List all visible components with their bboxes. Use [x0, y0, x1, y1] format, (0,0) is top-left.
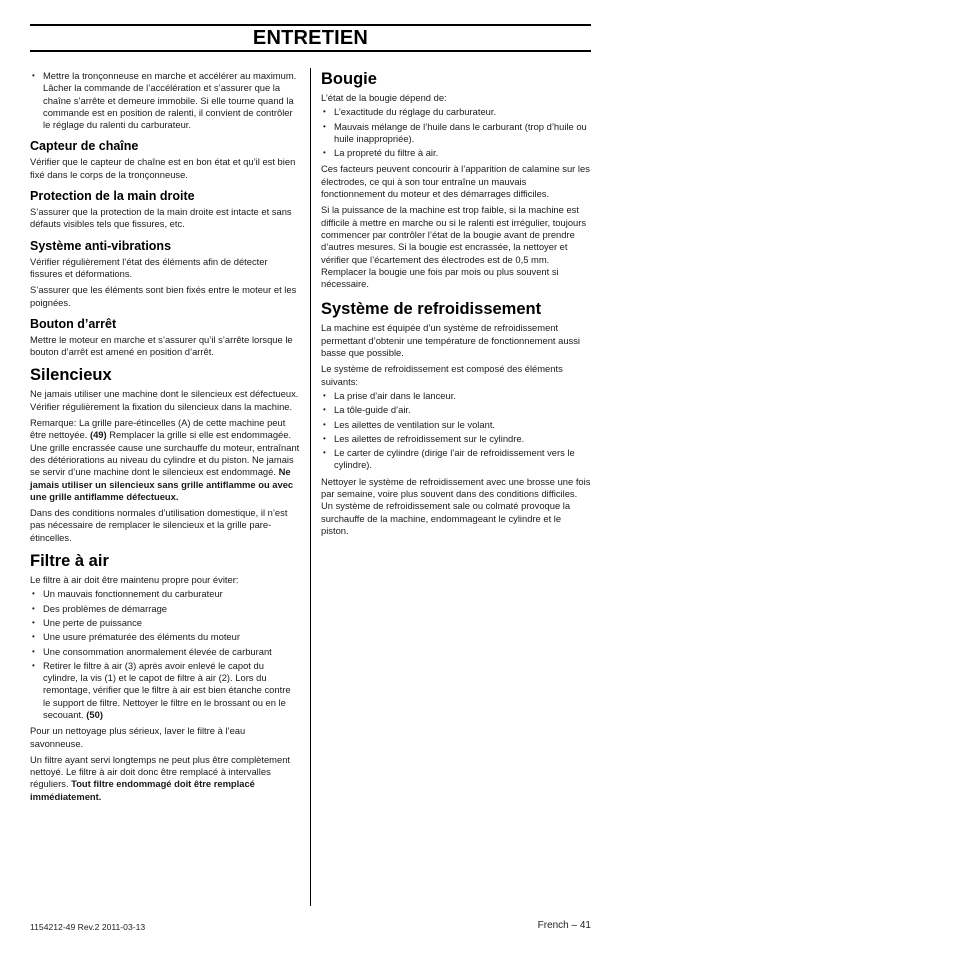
paragraph: Le filtre à air doit être maintenu propre pour éviter:	[30, 574, 239, 586]
paragraph	[30, 754, 300, 803]
list-item: • La propreté du filtre à air.	[321, 147, 591, 159]
intro-list	[30, 70, 300, 131]
paragraph: Vérifier régulièrement l’état des éléments afin de détecter fissures et déformations.	[30, 255, 268, 279]
list-item	[30, 660, 300, 721]
paragraph: La machine est équipée d’un système de refroidissement permettant d’obtenir une température de fonctionnement aussi basse que possible.	[321, 322, 581, 359]
text-run: Un filtre ayant servi longtemps ne peut plus être complètement nettoyé. Le filtre à air doit donc être remplacé à intervalles réguliers.	[30, 753, 291, 790]
paragraph: Pour un nettoyage plus sérieux, laver le filtre à l’eau savonneuse.	[30, 725, 246, 749]
warning-text: Ne jamais utiliser un silencieux sans grille antiflamme ou avec une grille antiflamme défectueux.	[30, 466, 294, 502]
section-heading-protection: Protection de la main droite	[30, 189, 195, 204]
section-title-refroidissement: Système de refroidissement	[321, 300, 542, 319]
cooling-list	[321, 390, 591, 472]
section-title-filtre: Filtre à air	[30, 552, 109, 571]
column-divider	[310, 68, 311, 906]
text-run: Remplacer la grille si elle est endommagée. Une grille encrassée cause une surchauffe du moteur, entraînant des détériorations au niveau du cylindre et du piston. Ne jamais se servir d’une machine dont le silencieux est endommagé.	[30, 429, 300, 478]
section-title-silencieux: Silencieux	[30, 366, 112, 385]
list-item: • Le carter de cylindre (dirige l’air de refroidissement vers le cylindre).	[321, 447, 591, 472]
list-item: • La prise d’air dans le lanceur.	[321, 390, 591, 402]
paragraph: Mettre le moteur en marche et s’assurer qu’il s’arrête lorsque le bouton d’arrêt est amené en position d’arrêt.	[30, 333, 293, 358]
paragraph: S’assurer que la protection de la main droite est intacte et sans défauts visibles tels que fissures, etc.	[30, 206, 292, 230]
left-column	[30, 70, 300, 807]
right-column	[321, 70, 591, 541]
figure-reference: (49)	[89, 429, 107, 441]
list-item: • Une consommation anormalement élevée de carburant	[30, 646, 300, 658]
list-item: • Mauvais mélange de l’huile dans le carburant (trop d’huile ou huile inappropriée).	[321, 121, 591, 146]
paragraph: Si la puissance de la machine est trop faible, si la machine est difficile à mettre en marche ou si le ralenti est irrégulier, toujours commencer par contrôler l’état de la bougie avant de prendre d’autres mesures. Si la bougie est encrassée, la nettoyer et vérifier que l’écartement des électrodes est de 0,5 mm. Remplacer la bougie une fois par mois ou plus souvent si nécessaire.	[321, 204, 587, 290]
paragraph: Ces facteurs peuvent concourir à l’apparition de calamine sur les électrodes, ce qui à son tour entraîne un mauvais fonctionnement du moteur et des démarrages difficiles.	[321, 163, 590, 200]
paragraph: Dans des conditions normales d’utilisation domestique, il n’est pas nécessaire de remplacer le silencieux et la grille pare-étincelles.	[30, 507, 288, 543]
filter-list	[30, 588, 300, 721]
page-number: French – 41	[537, 920, 591, 931]
section-title-bougie: Bougie	[321, 70, 377, 88]
paragraph	[30, 417, 300, 503]
paragraph: Nettoyer le système de refroidissement avec une brosse une fois par semaine, voire plus souvent dans des conditions difficiles. Un système de refroidissement sale ou colmaté provoque la surchauffe de la machine, endommageant le cylindre et le piston.	[321, 475, 591, 536]
paragraph: S’assurer que les éléments sont bien fixés entre le moteur et les poignées.	[30, 284, 297, 308]
list-item: • Une usure prématurée des éléments du moteur	[30, 631, 300, 643]
list-item: • Mettre la tronçonneuse en marche et accélérer au maximum. Lâcher la commande de l’accélération et s’assurer que la chaîne s’arrête et demeure immobile. Si elle tourne quand la commande est en position de ralenti, il convient de contrôler le réglage du ralenti du carburateur.	[30, 70, 300, 131]
page-title: ENTRETIEN	[252, 27, 369, 49]
paragraph: Vérifier que le capteur de chaîne est en bon état et qu’il est bien fixé dans le corps de la tronçonneuse.	[30, 156, 296, 180]
text-run: Retirer le filtre à air (3) après avoir enlevé le capot du cylindre, la vis (1) et le capot de filtre à air (2). Lors du remontage, vérifier que le filtre à air est bien étanche contre le support de filtre. Nettoyer le filtre en le brossant ou en le secouant.	[43, 659, 291, 720]
paragraph: Ne jamais utiliser une machine dont le silencieux est défectueux. Vérifier régulièrement la fixation du silencieux dans la machine.	[30, 388, 299, 412]
paragraph: Le système de refroidissement est composé des éléments suivants:	[321, 363, 563, 387]
page-header	[30, 24, 591, 52]
section-heading-capteur: Capteur de chaîne	[30, 139, 139, 154]
list-item: • La tôle-guide d’air.	[321, 404, 591, 416]
list-item: • Une perte de puissance	[30, 617, 300, 629]
list-item: • Des problèmes de démarrage	[30, 603, 300, 615]
list-item: • Les ailettes de refroidissement sur le cylindre.	[321, 433, 591, 445]
bougie-list	[321, 106, 591, 159]
list-item: • Les ailettes de ventilation sur le volant.	[321, 419, 591, 431]
section-heading-antivibrations: Système anti-vibrations	[30, 238, 172, 253]
document-id: 1154212-49 Rev.2 2011-03-13	[30, 922, 146, 932]
paragraph: L’état de la bougie dépend de:	[321, 92, 447, 103]
text-run: Remarque: La grille pare-étincelles (A) de cette machine peut être nettoyée.	[30, 417, 286, 441]
section-heading-bouton: Bouton d’arrêt	[30, 316, 117, 331]
list-item: • L’exactitude du réglage du carburateur.	[321, 106, 591, 118]
warning-text: Tout filtre endommagé doit être remplacé immédiatement.	[30, 778, 255, 802]
figure-reference: (50)	[86, 708, 103, 720]
list-item: • Un mauvais fonctionnement du carburateur	[30, 588, 300, 600]
